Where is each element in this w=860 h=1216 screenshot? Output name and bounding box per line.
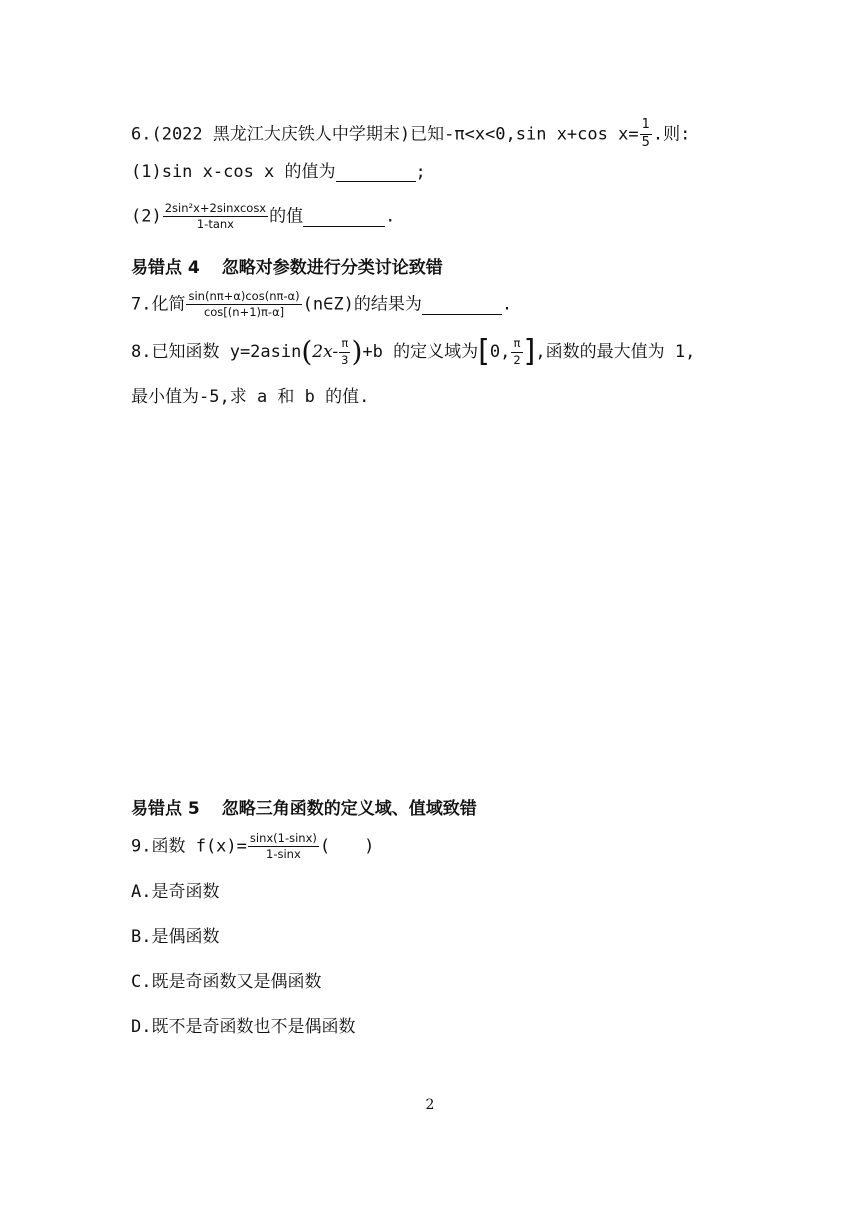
q8-arg-pre: 2x- bbox=[312, 342, 339, 362]
q6-part2-label: (2) bbox=[131, 206, 162, 227]
q6-part2-den: 1-tanx bbox=[196, 217, 234, 232]
q9-line bbox=[131, 832, 374, 861]
q6-tail: .则: bbox=[652, 124, 691, 145]
q6-part2-num: 2sin²x+2sinxcosx bbox=[163, 202, 268, 217]
section4-label: 易错点 4 bbox=[131, 258, 200, 278]
q8-line2: 最小值为-5,求 a 和 b 的值. bbox=[131, 387, 370, 407]
q8-arg-fraction bbox=[339, 337, 350, 366]
q6-part2-fraction bbox=[163, 202, 268, 231]
q9-num: sinx(1-sinx) bbox=[248, 832, 319, 847]
q8-close-paren: ) bbox=[351, 335, 363, 368]
q9-fraction bbox=[248, 832, 319, 861]
q6-part2-blank[interactable] bbox=[303, 209, 385, 227]
q8-open-paren: ( bbox=[301, 335, 313, 368]
page-number: 2 bbox=[425, 1097, 435, 1113]
q9-option-d[interactable]: D.既不是奇函数也不是偶函数 bbox=[131, 1017, 356, 1037]
q9-tail: ( ) bbox=[319, 836, 375, 857]
q9-lead: 9.函数 f(x)= bbox=[131, 836, 247, 857]
section4-title: 忽略对参数进行分类讨论致错 bbox=[221, 258, 443, 278]
section5-label: 易错点 5 bbox=[131, 799, 200, 819]
q8-dom-den: 2 bbox=[513, 352, 521, 367]
q6-part1-end: ; bbox=[415, 162, 426, 182]
q7-den: cos[(n+1)π-α] bbox=[203, 305, 285, 320]
q8-open-bracket: [ bbox=[478, 334, 490, 369]
q6-lead: 6.(2022 黑龙江大庆铁人中学期末)已知-π<x<0,sin x+cos x= bbox=[131, 124, 639, 145]
q9-option-c[interactable]: C.既是奇函数又是偶函数 bbox=[131, 972, 322, 992]
q7-fraction bbox=[186, 290, 301, 319]
q6-fraction bbox=[640, 118, 652, 151]
q9-option-a[interactable]: A.是奇函数 bbox=[131, 882, 220, 902]
q8-line1 bbox=[131, 334, 696, 369]
q8-dom-num: π bbox=[511, 337, 522, 352]
q7-lead: 7.化简 bbox=[131, 294, 186, 315]
q8-dom-fraction bbox=[511, 337, 522, 366]
q9-option-b[interactable]: B.是偶函数 bbox=[131, 927, 220, 947]
q7-end: . bbox=[501, 294, 513, 315]
section4-heading bbox=[131, 253, 443, 278]
section5-heading bbox=[131, 794, 477, 819]
q7-blank[interactable] bbox=[422, 297, 502, 315]
q8-mid: +b 的定义域为 bbox=[362, 342, 479, 362]
q7-tail: (n∈Z)的结果为 bbox=[302, 294, 422, 315]
q8-close-bracket: ] bbox=[523, 334, 536, 369]
section5-title: 忽略三角函数的定义域、值域致错 bbox=[221, 799, 477, 819]
q6-part2-text: 的值 bbox=[269, 206, 304, 227]
q6-part1 bbox=[131, 164, 426, 182]
q6-line1 bbox=[131, 118, 690, 151]
q8-arg-den: 3 bbox=[341, 352, 349, 367]
q7-line bbox=[131, 290, 512, 319]
q9-den: 1-sinx bbox=[266, 847, 301, 862]
q6-part2 bbox=[131, 202, 395, 231]
q8-tail: ,函数的最大值为 1, bbox=[535, 342, 696, 362]
q6-frac-den: 5 bbox=[641, 134, 650, 150]
q8-dom-pre: 0, bbox=[489, 342, 511, 362]
q6-part1-blank[interactable] bbox=[336, 164, 416, 182]
q6-part2-end: . bbox=[385, 206, 396, 227]
q6-frac-num: 1 bbox=[640, 118, 652, 135]
q8-lead: 8.已知函数 y=2asin bbox=[131, 342, 302, 362]
q7-num: sin(nπ+α)cos(nπ-α) bbox=[186, 290, 301, 305]
q8-arg-num: π bbox=[339, 337, 350, 352]
q6-part1-text: (1)sin x-cos x 的值为 bbox=[131, 162, 336, 182]
